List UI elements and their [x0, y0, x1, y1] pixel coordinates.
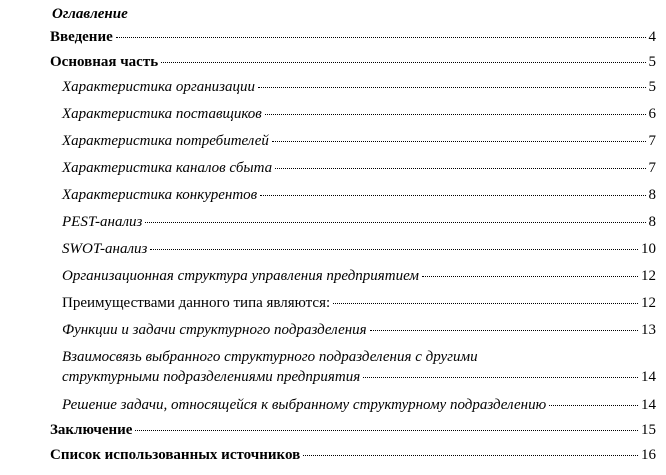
toc-entry-page: 13	[641, 322, 656, 338]
toc-entry-page: 5	[648, 54, 656, 70]
toc-entry-page: 6	[648, 106, 656, 122]
toc-heading: Оглавление	[52, 6, 128, 22]
toc-entry-title: Организационная структура управления предприятием	[62, 268, 419, 284]
dot-leader	[303, 455, 638, 456]
toc-entry-introduction[interactable]	[50, 27, 656, 47]
toc-entry-page: 8	[648, 214, 656, 230]
toc-entry-title: Характеристика поставщиков	[62, 106, 262, 122]
dot-leader	[150, 249, 638, 250]
toc-entry-organization[interactable]	[62, 77, 656, 97]
dot-leader	[363, 377, 638, 378]
toc-entry-functions[interactable]	[62, 320, 656, 340]
toc-entry-title: PEST-анализ	[62, 214, 143, 230]
toc-entry-page: 12	[641, 295, 656, 311]
toc-entry-title-line2: структурными подразделениями предприятия	[62, 369, 361, 385]
toc-entry-title: SWOT-анализ	[62, 241, 148, 257]
toc-entry-consumers[interactable]	[62, 131, 656, 151]
toc-entry-relationship[interactable]	[62, 347, 656, 387]
toc-entry-title-line1: Взаимосвязь выбранного структурного подразделения с другими	[62, 349, 478, 365]
dot-leader	[549, 405, 638, 406]
dot-leader	[370, 330, 638, 331]
dot-leader	[265, 114, 646, 115]
toc-entry-page: 14	[641, 397, 656, 413]
toc-entry-page: 8	[648, 187, 656, 203]
toc-entry-swot[interactable]	[62, 239, 656, 259]
toc-entry-page: 14	[641, 369, 656, 385]
toc-entry-title: Решение задачи, относящейся к выбранному структурному подразделению	[62, 397, 547, 413]
dot-leader	[333, 303, 638, 304]
toc-entry-title: Список использованных источников	[50, 447, 301, 463]
toc-entry-pest[interactable]	[62, 212, 656, 232]
toc-entry-page: 7	[648, 160, 656, 176]
toc-entry-page: 5	[648, 79, 656, 95]
dot-leader	[135, 430, 638, 431]
toc-entry-title: Введение	[50, 29, 113, 45]
toc-entry-page: 16	[641, 447, 656, 463]
toc-entry-page: 7	[648, 133, 656, 149]
toc-entry-title: Основная часть	[50, 54, 159, 70]
toc-entry-page: 12	[641, 268, 656, 284]
dot-leader	[260, 195, 645, 196]
dot-leader	[258, 87, 645, 88]
toc-entry-title: Заключение	[50, 422, 133, 438]
toc-entry-page: 15	[641, 422, 656, 438]
toc-entry-title: Функции и задачи структурного подразделения	[62, 322, 367, 338]
toc-entry-advantages[interactable]	[62, 293, 656, 313]
toc-entry-page: 10	[641, 241, 656, 257]
toc-entry-page: 4	[648, 29, 656, 45]
toc-entry-task-solution[interactable]	[62, 395, 656, 415]
toc-entry-references[interactable]	[50, 445, 656, 465]
toc-entry-title: Характеристика потребителей	[62, 133, 269, 149]
toc-entry-main-part[interactable]	[50, 52, 656, 72]
toc-entry-org-structure[interactable]	[62, 266, 656, 286]
toc-entry-title: Характеристика каналов сбыта	[62, 160, 273, 176]
toc-entry-title: Характеристика организации	[62, 79, 256, 95]
toc-entry-competitors[interactable]	[62, 185, 656, 205]
toc-entry-sales-channels[interactable]	[62, 158, 656, 178]
dot-leader	[422, 276, 638, 277]
toc-entry-title: Характеристика конкурентов	[62, 187, 258, 203]
dot-leader	[275, 168, 645, 169]
dot-leader	[161, 62, 645, 63]
toc-entry-suppliers[interactable]	[62, 104, 656, 124]
dot-leader	[272, 141, 646, 142]
toc-entry-title: Преимуществами данного типа являются:	[62, 295, 331, 311]
dot-leader	[116, 37, 646, 38]
toc-entry-conclusion[interactable]	[50, 420, 656, 440]
dot-leader	[145, 222, 645, 223]
